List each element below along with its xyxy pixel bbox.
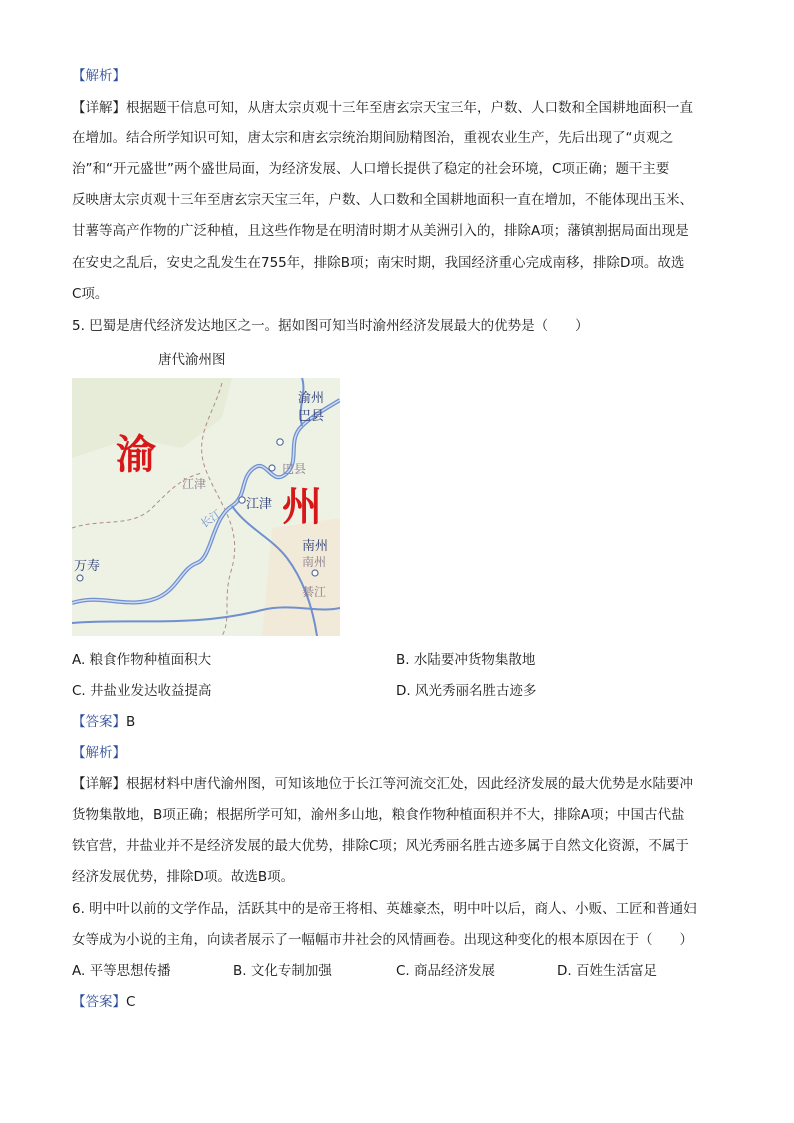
analysis-tag: 【解析】: [72, 745, 126, 761]
answer-row: [72, 992, 135, 1012]
map-label-nanzhou-1: 南州: [302, 539, 329, 554]
detail-line: 反映唐太宗贞观十三年至唐玄宗天宝三年，户数、人口数和全国耕地面积一直在增加，不能体现出玉米、: [72, 192, 693, 208]
city-marker: [312, 570, 318, 576]
question-stem: 6. 明中叶以前的文学作品，活跃其中的是帝王将相、英雄豪杰，明中叶以后，商人、小贩、工匠和普通妇: [72, 901, 697, 917]
answer-value: B: [126, 714, 136, 730]
detail-line: 在安史之乱后，安史之乱发生在755年，排除B项；南宋时期，我国经济重心完成南移，排除D项。故选: [72, 255, 685, 271]
city-marker: [277, 439, 283, 445]
detail-line: 铁官营，井盐业并不是经济发展的最大优势，排除C项；风光秀丽名胜古迹多属于自然文化资源，不属于: [72, 838, 689, 854]
city-marker: [269, 465, 275, 471]
option-a: A. 平等思想传播: [72, 963, 171, 979]
option-d: D. 风光秀丽名胜古迹多: [396, 683, 537, 699]
question-stem: 女等成为小说的主角，向读者展示了一幅幅市井社会的风情画卷。出现这种变化的根本原因在于（ ）: [72, 932, 693, 948]
map-label-nanzhou-2: 南州: [302, 555, 327, 569]
detail-line: 在增加。结合所学知识可知，唐太宗和唐玄宗统治期间励精图治，重视农业生产，先后出现了“贞观之: [72, 130, 673, 146]
city-marker: [77, 575, 83, 581]
option-d: D. 百姓生活富足: [557, 963, 657, 979]
option-b: B. 水陆要冲货物集散地: [396, 652, 536, 668]
map-label-jiangjin: 江津: [246, 497, 273, 512]
question-stem: 5. 巴蜀是唐代经济发达地区之一。据如图可知当时渝州经济发展最大的优势是（ ）: [72, 318, 589, 334]
terrain-patch: [262, 518, 340, 636]
map-label-baxian-top: 巴县: [298, 409, 325, 424]
map-label-jiangjin-small: 江津: [182, 477, 207, 491]
map-label-baxian: 巴县: [282, 462, 307, 476]
detail-line: 【详解】根据题干信息可知，从唐太宗贞观十三年至唐玄宗天宝三年，户数、人口数和全国耕地面积一直: [72, 100, 693, 116]
detail-line: 治”和“开元盛世”两个盛世局面，为经济发展、人口增长提供了稳定的社会环境，C项正确；题干主要: [72, 161, 670, 177]
map-title: 唐代渝州图: [158, 352, 226, 368]
detail-line: 货物集散地，B项正确；根据所学可知，渝州多山地，粮食作物种植面积并不大，排除A项；中国古代盐: [72, 807, 685, 823]
detail-line: C项。: [72, 286, 109, 302]
answer-value: C: [126, 994, 136, 1010]
map-label-yu: 渝: [116, 432, 156, 478]
option-b: B. 文化专制加强: [233, 963, 332, 979]
answer-tag: 【答案】: [72, 994, 126, 1010]
detail-line: 经济发展优势，排除D项。故选B项。: [72, 869, 295, 885]
analysis-tag: 【解析】: [72, 68, 126, 84]
map-label-changjiang: 长江: [198, 507, 224, 531]
detail-line: 【详解】根据材料中唐代渝州图，可知该地位于长江等河流交汇处，因此经济发展的最大优势是水陆要冲: [72, 776, 693, 792]
map-label-qijiang: 綦江: [302, 585, 327, 599]
map-label-wanshou: 万寿: [74, 559, 101, 574]
option-a: A. 粮食作物种植面积大: [72, 652, 212, 668]
detail-line: 甘薯等高产作物的广泛种植，且这些作物是在明清时期才从美洲引入的，排除A项；藩镇割据局面出现是: [72, 223, 689, 239]
city-marker: [239, 497, 245, 503]
answer-tag: 【答案】: [72, 714, 126, 730]
option-c: C. 商品经济发展: [396, 963, 496, 979]
yuzhou-map: [72, 378, 340, 636]
map-label-yuzhou: 渝州: [298, 391, 325, 406]
option-c: C. 井盐业发达收益提高: [72, 683, 212, 699]
map-label-zhou: 州: [282, 484, 322, 530]
answer-row: [72, 712, 135, 732]
